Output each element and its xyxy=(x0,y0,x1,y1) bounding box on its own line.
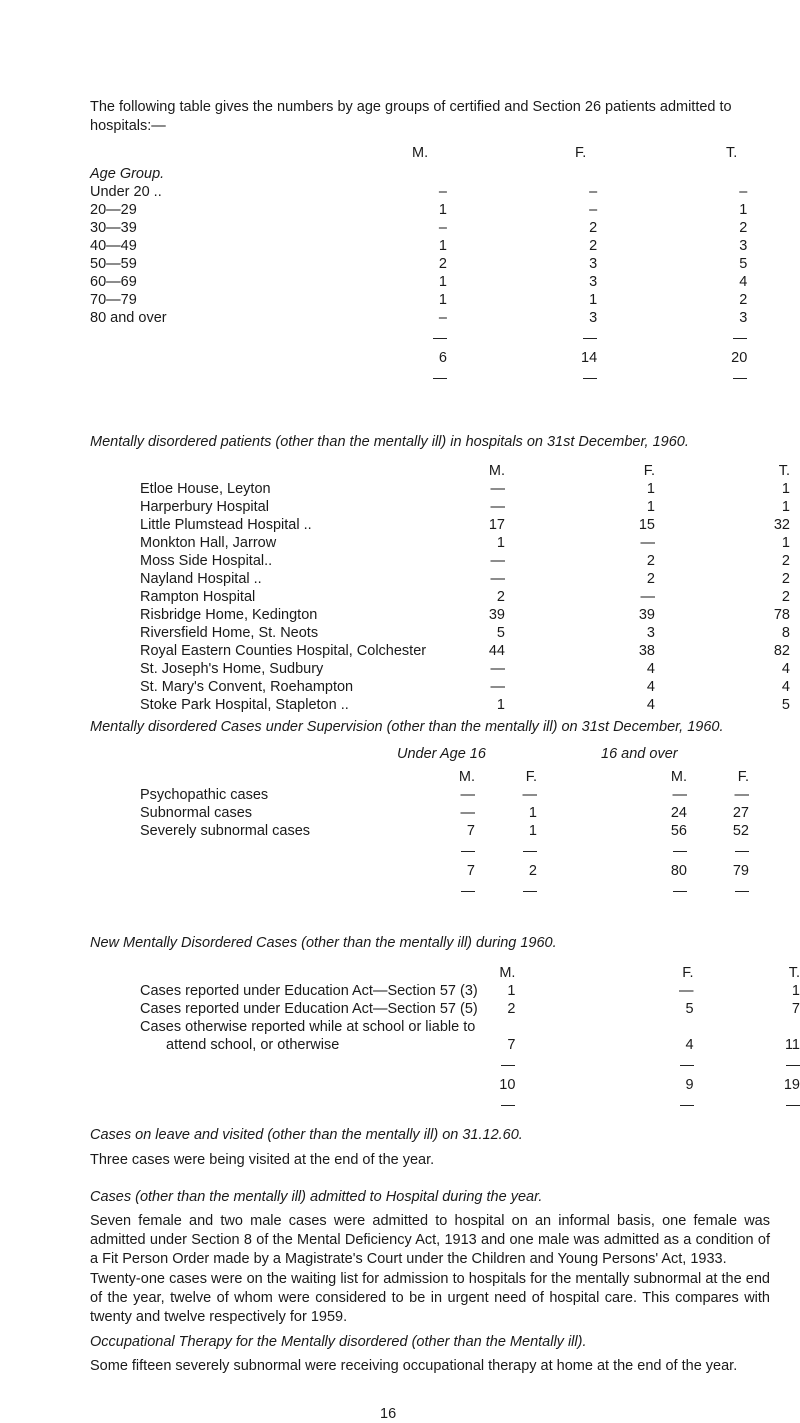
rule-cell xyxy=(537,840,687,862)
spacer xyxy=(505,624,635,642)
age-f-cell: 3 xyxy=(589,256,598,272)
spacer xyxy=(597,349,731,367)
page-number: 16 xyxy=(380,1406,397,1422)
age-group-cell: Under 20 .. xyxy=(90,184,162,200)
rule-cell xyxy=(597,327,731,349)
hospital-f-cell: 39 xyxy=(638,607,655,623)
new-rule-row xyxy=(140,1054,800,1076)
hospital-f-cell: — xyxy=(640,535,655,551)
hospital-f-cell: 1 xyxy=(646,481,655,497)
rule-cell xyxy=(687,880,749,902)
admitted-para-2: Twenty-one cases were on the waiting list for admission to hospitals for the mentally subnormal at the end of the year, twelve of whom were considered to be in urgent need of hospital care. This compares with twenty and twelve respectively for 1959. xyxy=(90,1271,770,1325)
hospital-name-cell: Little Plumstead Hospital .. xyxy=(140,517,312,533)
hosp-header-t: T. xyxy=(778,463,790,479)
supervision-total-cell: 2 xyxy=(528,863,537,879)
hospital-name-cell: Monkton Hall, Jarrow xyxy=(140,535,277,551)
hospital-t-cell: 82 xyxy=(773,643,790,659)
age-f-cell: 3 xyxy=(589,310,598,326)
new-case-f-cell: 5 xyxy=(685,1001,694,1017)
hospital-row xyxy=(140,624,790,642)
new-total-m: 10 xyxy=(499,1077,516,1093)
hosp-header-m: M. xyxy=(488,463,505,479)
spacer xyxy=(505,570,635,588)
hospital-f-cell: 1 xyxy=(646,499,655,515)
rule-cell xyxy=(140,840,445,862)
hospital-row xyxy=(140,480,790,498)
spacer xyxy=(505,498,635,516)
hospital-t-cell: 5 xyxy=(781,697,790,713)
age-m-cell: 1 xyxy=(438,274,447,290)
age-t-cell: 3 xyxy=(739,238,748,254)
rule-cell xyxy=(445,880,475,902)
age-t-cell: 3 xyxy=(739,310,748,326)
age-group-cell: 50—59 xyxy=(90,256,137,272)
admitted-title: Cases (other than the mentally ill) admitted to Hospital during the year. xyxy=(90,1189,543,1205)
new-total-t: 19 xyxy=(783,1077,800,1093)
spacer xyxy=(505,660,635,678)
new-case-row xyxy=(140,1036,800,1054)
supervision-row xyxy=(140,822,749,840)
new-total-row xyxy=(140,1076,800,1094)
age-f-cell: – xyxy=(589,184,598,200)
spacer xyxy=(515,982,655,1000)
rule-cell xyxy=(655,1094,693,1116)
supervision-value-cell: 24 xyxy=(670,805,687,821)
new-case-f-cell: — xyxy=(679,983,694,999)
rule-cell xyxy=(140,880,445,902)
age-f-cell: 2 xyxy=(589,238,598,254)
age-f-cell: 3 xyxy=(589,274,598,290)
hospital-m-cell: 2 xyxy=(496,589,505,605)
hospital-f-cell: 3 xyxy=(646,625,655,641)
supervision-label-cell: Severely subnormal cases xyxy=(140,823,311,839)
age-row xyxy=(90,219,747,237)
new-case-label-cell: attend school, or otherwise xyxy=(166,1037,340,1053)
supervision-total-cell: 79 xyxy=(732,863,749,879)
age-total-m: 6 xyxy=(438,350,447,366)
sup-header-4: F. xyxy=(737,769,749,785)
age-group-cell: 30—39 xyxy=(90,220,137,236)
spacer xyxy=(597,291,731,309)
supervision-value-cell: 27 xyxy=(732,805,749,821)
leave-title: Cases on leave and visited (other than the mentally ill) on 31.12.60. xyxy=(90,1127,523,1143)
supervision-value-cell: — xyxy=(672,787,687,803)
supervision-total-row xyxy=(140,862,749,880)
age-group-cell: 60—69 xyxy=(90,274,137,290)
rule-cell xyxy=(90,367,432,389)
rule-cell xyxy=(432,327,447,349)
supervision-value-cell: — xyxy=(734,787,749,803)
new-case-m-cell xyxy=(494,1018,516,1036)
age-m-cell: 2 xyxy=(438,256,447,272)
hospital-name-cell: Nayland Hospital .. xyxy=(140,571,262,587)
rule-cell xyxy=(597,367,731,389)
age-m-cell: 1 xyxy=(438,292,447,308)
spacer xyxy=(447,255,581,273)
age-header-m: M. xyxy=(412,145,429,161)
supervision-value-cell: 1 xyxy=(528,805,537,821)
sup-header-2: F. xyxy=(525,769,537,785)
supervision-value-cell: 7 xyxy=(466,823,475,839)
hospital-row xyxy=(140,534,790,552)
supervision-title: Mentally disordered Cases under Supervision (other than the mentally ill) on 31st December, 1960. xyxy=(90,719,724,735)
spacer xyxy=(447,201,581,219)
hospital-name-cell: Riversfield Home, St. Neots xyxy=(140,625,319,641)
age-row xyxy=(90,201,747,219)
spacer xyxy=(515,1000,655,1018)
age-m-cell: – xyxy=(438,184,447,200)
age-row xyxy=(90,255,747,273)
supervision-total-cell: 7 xyxy=(466,863,475,879)
rule-cell xyxy=(537,880,687,902)
new-case-t-cell: 7 xyxy=(791,1001,800,1017)
spacer xyxy=(447,309,581,327)
new-case-t-cell: 11 xyxy=(784,1037,800,1053)
rule-cell xyxy=(445,840,475,862)
age-row xyxy=(90,237,747,255)
hospital-t-cell: 2 xyxy=(781,571,790,587)
supervision-value-cell: — xyxy=(460,805,475,821)
sup-rule-row xyxy=(140,880,749,902)
rule-cell xyxy=(494,1094,516,1116)
hospital-m-cell: — xyxy=(490,571,505,587)
rule-cell xyxy=(494,1054,516,1076)
spacer xyxy=(597,201,731,219)
hospitals-title: Mentally disordered patients (other than the mentally ill) in hospitals on 31st December, 1960. xyxy=(90,434,689,450)
hospital-row xyxy=(140,678,790,696)
spacer xyxy=(505,516,635,534)
age-row xyxy=(90,183,747,201)
age-group-cell: 40—49 xyxy=(90,238,137,254)
spacer xyxy=(447,291,581,309)
rule-cell xyxy=(515,1094,655,1116)
spacer xyxy=(447,237,581,255)
spacer xyxy=(515,1018,655,1036)
rule-cell xyxy=(475,880,537,902)
age-t-cell: 4 xyxy=(739,274,748,290)
leave-text: Three cases were being visited at the end of the year. xyxy=(90,1152,435,1168)
age-t-cell: 2 xyxy=(739,292,748,308)
age-m-cell: – xyxy=(438,310,447,326)
hospital-t-cell: 8 xyxy=(781,625,790,641)
supervision-table xyxy=(140,768,749,902)
sup-rule-row xyxy=(140,840,749,862)
new-case-t-cell xyxy=(694,1018,800,1036)
spacer xyxy=(597,273,731,291)
age-table xyxy=(90,183,747,389)
supervision-label-cell: Subnormal cases xyxy=(140,805,253,821)
spacer xyxy=(505,552,635,570)
spacer xyxy=(597,309,731,327)
spacer xyxy=(140,862,445,880)
new-case-row xyxy=(140,1000,800,1018)
age-t-cell: 5 xyxy=(739,256,748,272)
sup-header-3: M. xyxy=(670,769,687,785)
admitted-para-1: Seven female and two male cases were admitted to hospital on an informal basis, one female was admitted under Section 8 of the Mental Deficiency Act, 1913 and one male was admitted as a condition of a Fit Person Order made by a Magistrate's Court under the Children and Young Persons' Act, 1933. xyxy=(90,1213,770,1267)
hospital-f-cell: 2 xyxy=(646,571,655,587)
supervision-value-cell: — xyxy=(460,787,475,803)
hospital-f-cell: 2 xyxy=(646,553,655,569)
sup-header-1: M. xyxy=(458,769,475,785)
new-header-t: T. xyxy=(788,965,800,981)
rule-cell xyxy=(447,327,581,349)
hospitals-table xyxy=(140,462,790,714)
hospital-m-cell: 1 xyxy=(496,697,505,713)
spacer xyxy=(505,678,635,696)
age-rule-row xyxy=(90,367,747,389)
age-group-cell: 20—29 xyxy=(90,202,137,218)
rule-cell xyxy=(140,1054,494,1076)
spacer xyxy=(505,588,635,606)
hospital-name-cell: St. Mary's Convent, Roehampton xyxy=(140,679,354,695)
new-case-label-cell: Cases reported under Education Act—Section 57 (5) xyxy=(140,1001,478,1017)
rule-cell xyxy=(140,1094,494,1116)
spacer xyxy=(140,1076,494,1094)
new-rule-row xyxy=(140,1094,800,1116)
age-total-f: 14 xyxy=(581,350,598,366)
spacer xyxy=(90,349,432,367)
rule-cell xyxy=(655,1054,693,1076)
hospital-name-cell: Royal Eastern Counties Hospital, Colchester xyxy=(140,643,427,659)
intro-text: The following table gives the numbers by age groups of certified and Section 26 patients admitted to hospitals:— xyxy=(90,99,732,134)
supervision-total-cell: 80 xyxy=(670,863,687,879)
supervision-value-cell: — xyxy=(522,787,537,803)
hospital-name-cell: Rampton Hospital xyxy=(140,589,256,605)
age-group-label: Age Group. xyxy=(90,166,165,182)
spacer xyxy=(447,219,581,237)
hospital-t-cell: 1 xyxy=(781,499,790,515)
spacer xyxy=(515,1076,655,1094)
hospital-m-cell: 17 xyxy=(488,517,505,533)
hospital-f-cell: 4 xyxy=(646,697,655,713)
hospital-f-cell: 15 xyxy=(638,517,655,533)
hospital-t-cell: 32 xyxy=(773,517,790,533)
spacer xyxy=(597,237,731,255)
hospital-row xyxy=(140,660,790,678)
age-m-cell: – xyxy=(438,220,447,236)
hospital-t-cell: 1 xyxy=(781,481,790,497)
rule-cell xyxy=(687,840,749,862)
age-header-t: T. xyxy=(726,145,738,161)
spacer xyxy=(447,349,581,367)
new-case-label-cell: Cases otherwise reported while at school or liable to xyxy=(140,1019,476,1035)
hospital-row xyxy=(140,696,790,714)
age-t-cell: 2 xyxy=(739,220,748,236)
hospital-name-cell: St. Joseph's Home, Sudbury xyxy=(140,661,324,677)
hospital-t-cell: 2 xyxy=(781,589,790,605)
age-total-t: 20 xyxy=(731,350,748,366)
supervision-value-cell: 52 xyxy=(732,823,749,839)
spacer xyxy=(505,696,635,714)
new-case-row xyxy=(140,982,800,1000)
hospital-m-cell: — xyxy=(490,499,505,515)
rule-cell xyxy=(515,1054,655,1076)
hospital-m-cell: 1 xyxy=(496,535,505,551)
hospital-row xyxy=(140,642,790,660)
hospital-t-cell: 4 xyxy=(781,661,790,677)
supervision-group-under16: Under Age 16 xyxy=(397,746,486,762)
supervision-group-16over: 16 and over xyxy=(601,746,678,762)
hospital-m-cell: — xyxy=(490,661,505,677)
hospital-name-cell: Etloe House, Leyton xyxy=(140,481,271,497)
hospital-m-cell: 39 xyxy=(488,607,505,623)
hospital-f-cell: 4 xyxy=(646,661,655,677)
hospital-row xyxy=(140,570,790,588)
hospital-row xyxy=(140,606,790,624)
age-f-cell: – xyxy=(589,202,598,218)
supervision-value-cell: 1 xyxy=(528,823,537,839)
hospital-m-cell: 5 xyxy=(496,625,505,641)
spacer xyxy=(447,183,581,201)
rule-cell xyxy=(694,1054,800,1076)
spacer xyxy=(505,606,635,624)
hospital-row xyxy=(140,516,790,534)
spacer xyxy=(597,183,731,201)
supervision-row xyxy=(140,786,749,804)
new-case-f-cell xyxy=(655,1018,693,1036)
age-f-cell: 1 xyxy=(589,292,598,308)
age-m-cell: 1 xyxy=(438,202,447,218)
spacer xyxy=(597,219,731,237)
rule-cell xyxy=(432,367,447,389)
therapy-title: Occupational Therapy for the Mentally disordered (other than the Mentally ill). xyxy=(90,1334,587,1350)
new-cases-table xyxy=(140,964,800,1116)
spacer xyxy=(447,273,581,291)
age-group-cell: 80 and over xyxy=(90,310,167,326)
rule-cell xyxy=(731,367,747,389)
therapy-text: Some fifteen severely subnormal were receiving occupational therapy at home at the end of the year. xyxy=(90,1358,738,1374)
hospital-m-cell: 44 xyxy=(488,643,505,659)
new-case-row xyxy=(140,1018,800,1036)
hospital-t-cell: 78 xyxy=(773,607,790,623)
spacer xyxy=(597,255,731,273)
age-group-cell: 70—79 xyxy=(90,292,137,308)
new-case-m-cell: 7 xyxy=(507,1037,516,1053)
age-f-cell: 2 xyxy=(589,220,598,236)
hospital-name-cell: Stoke Park Hospital, Stapleton .. xyxy=(140,697,349,713)
rule-cell xyxy=(90,327,432,349)
age-t-cell: – xyxy=(739,184,748,200)
hospital-name-cell: Harperbury Hospital xyxy=(140,499,269,515)
hospital-name-cell: Risbridge Home, Kedington xyxy=(140,607,318,623)
new-case-t-cell: 1 xyxy=(791,983,800,999)
age-t-cell: 1 xyxy=(739,202,748,218)
rule-cell xyxy=(447,367,581,389)
hospital-f-cell: 4 xyxy=(646,679,655,695)
new-cases-title: New Mentally Disordered Cases (other than the mentally ill) during 1960. xyxy=(90,935,557,951)
age-total-row xyxy=(90,349,747,367)
hospital-f-cell: 38 xyxy=(638,643,655,659)
new-case-m-cell: 2 xyxy=(507,1001,516,1017)
hospital-m-cell: — xyxy=(490,481,505,497)
new-case-f-cell: 4 xyxy=(685,1037,694,1053)
rule-cell xyxy=(581,367,597,389)
supervision-label-cell: Psychopathic cases xyxy=(140,787,269,803)
supervision-value-cell: 56 xyxy=(670,823,687,839)
hospital-t-cell: 4 xyxy=(781,679,790,695)
spacer xyxy=(515,1036,655,1054)
hospital-row xyxy=(140,588,790,606)
hospital-row xyxy=(140,552,790,570)
new-case-m-cell: 1 xyxy=(507,983,516,999)
hospital-m-cell: — xyxy=(490,679,505,695)
spacer xyxy=(505,534,635,552)
rule-cell xyxy=(694,1094,800,1116)
age-row xyxy=(90,273,747,291)
age-header-f: F. xyxy=(575,145,587,161)
spacer xyxy=(505,642,635,660)
rule-cell xyxy=(731,327,747,349)
new-header-f: F. xyxy=(682,965,694,981)
age-m-cell: 1 xyxy=(438,238,447,254)
hospital-t-cell: 1 xyxy=(781,535,790,551)
hosp-header-f: F. xyxy=(643,463,655,479)
supervision-row xyxy=(140,804,749,822)
new-total-f: 9 xyxy=(685,1077,694,1093)
hospital-f-cell: — xyxy=(640,589,655,605)
hospital-t-cell: 2 xyxy=(781,553,790,569)
spacer xyxy=(505,480,635,498)
hospital-m-cell: — xyxy=(490,553,505,569)
age-row xyxy=(90,291,747,309)
rule-cell xyxy=(581,327,597,349)
hospital-row xyxy=(140,498,790,516)
age-row xyxy=(90,309,747,327)
age-rule-row xyxy=(90,327,747,349)
new-header-m: M. xyxy=(499,965,516,981)
hospital-name-cell: Moss Side Hospital.. xyxy=(140,553,273,569)
new-case-label-cell: Cases reported under Education Act—Section 57 (3) xyxy=(140,983,478,999)
rule-cell xyxy=(475,840,537,862)
